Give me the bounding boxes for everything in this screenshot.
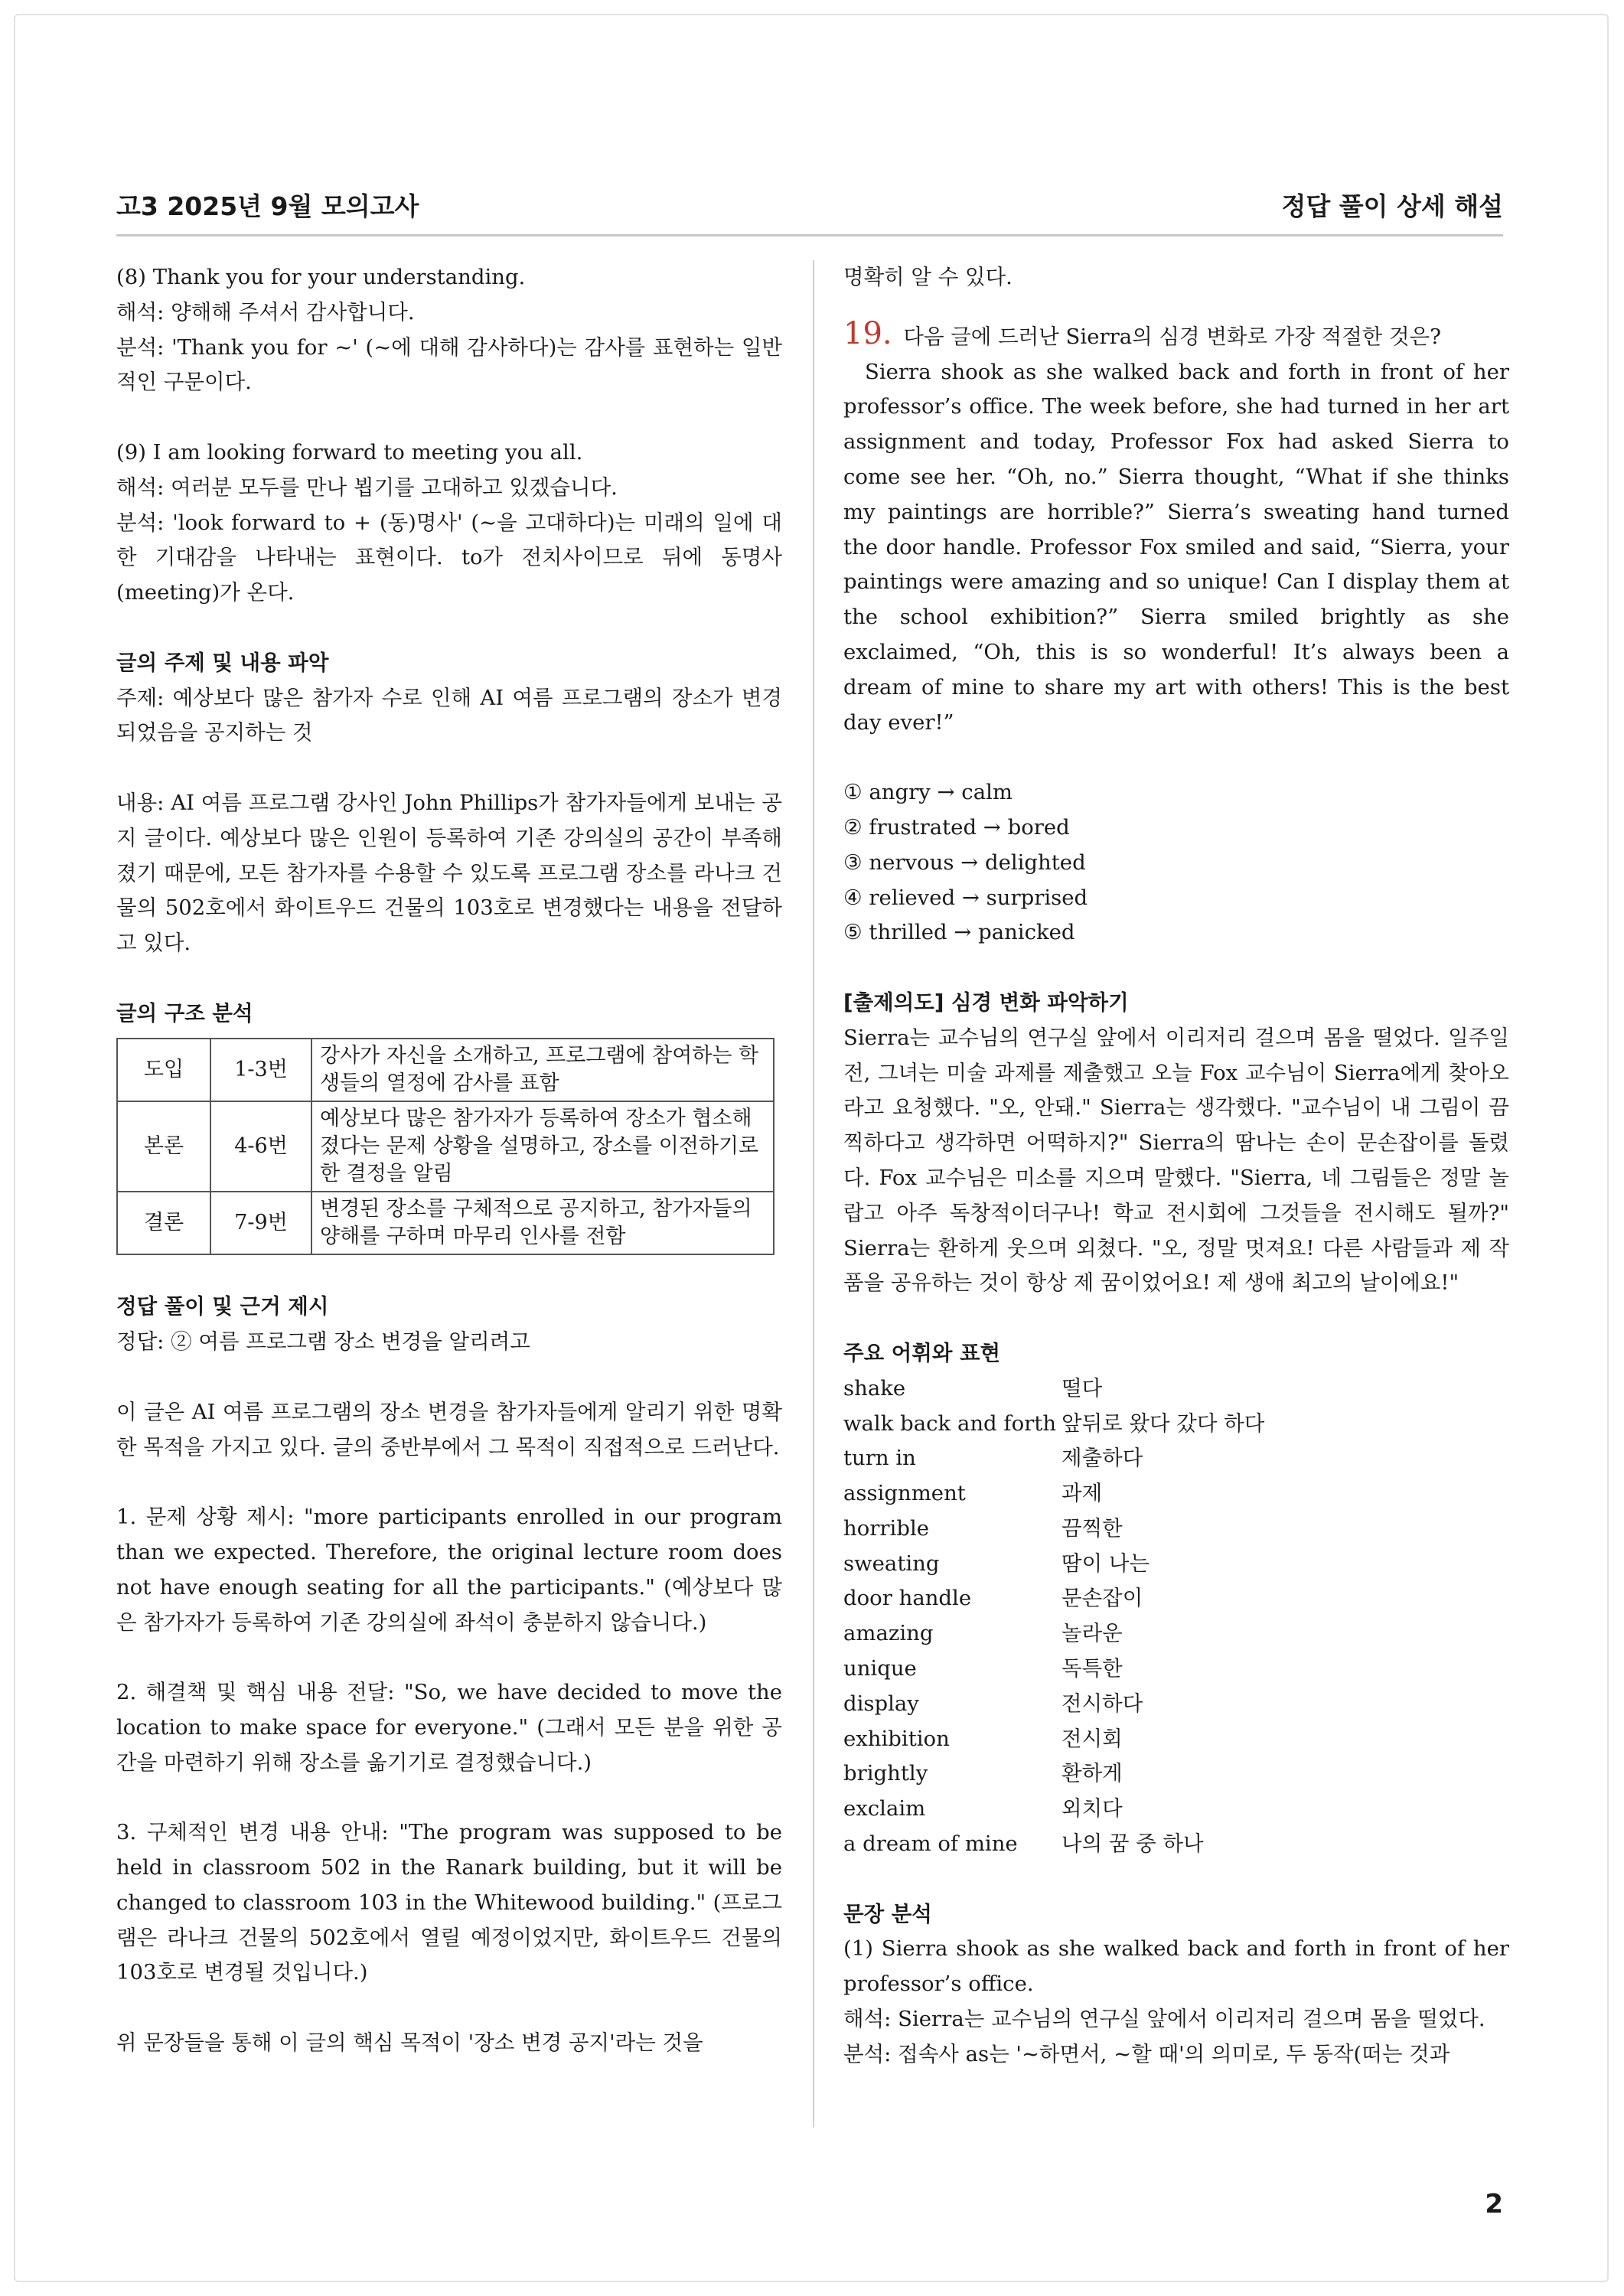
question-number: 19.: [843, 315, 892, 351]
vocab-ko: 땀이 나는: [1061, 1551, 1150, 1576]
vocab-en: assignment: [843, 1481, 966, 1506]
structure-table: [116, 1038, 774, 1255]
question-19: [843, 317, 1509, 355]
vocab-list: [843, 1371, 1509, 1862]
structure-section-title: 글의 구조 분석: [116, 1000, 253, 1026]
table-cell-part: 도입: [117, 1039, 210, 1101]
vocab-ko: 독특한: [1061, 1656, 1123, 1681]
vocab-en: door handle: [843, 1586, 972, 1611]
vocab-en: sweating: [843, 1551, 940, 1576]
option-4[interactable]: ④ relieved → surprised: [843, 885, 1088, 910]
list-item: [843, 1792, 1509, 1827]
intent-translation: Sierra는 교수님의 연구실 앞에서 이리저리 걸으며 몸을 떨었다. 일주일 전, 그녀는 미술 과제를 제출했고 오늘 Fox 교수님이 Sierra에게 찾아오라고 요청했다. "오, 안돼." Sierra는 생각했다. "교수님이 내 그림이 끔찍하다고 생각하면 어떡하지?" Sierra의 땀나는 손이 문손잡이를 돌렸다. Fox 교수님은 미소를 지으며 말했다. "Sierra, 네 그림들은 정말 놀랍고 아주 독창적이더구나! 학교 전시회에 그것들을 전시해도 될까?" Sierra는 환하게 웃으며 외쳤다. "오, 정말 멋져요! 다른 사람들과 제 작품을 공유하는 것이 항상 제 꿈이었어요! 제 생애 최고의 날이에요!": [843, 1025, 1509, 1296]
sentence-1-translation: 해석: Sierra는 교수님의 연구실 앞에서 이리저리 걸으며 몸을 떨었다.: [843, 2007, 1485, 2032]
list-item: [843, 1547, 1509, 1582]
page-header: [116, 187, 1503, 236]
list-item: [843, 1581, 1509, 1616]
right-column: [843, 260, 1509, 2073]
list-item: [843, 1441, 1509, 1476]
vocab-en: display: [843, 1691, 919, 1716]
continued-text: 명확히 알 수 있다.: [843, 265, 1013, 289]
table-cell-desc: 예상보다 많은 참가자가 등록하여 장소가 협소해졌다는 문제 상황을 설명하고, 장소를 이전하기로 한 결정을 알림: [311, 1101, 774, 1192]
answer-point-3: 3. 구체적인 변경 내용 안내: "The program was supposed to be held in classroom 502 in the Ranark building, but it will be changed to classroom 103 in the Whitewood building." (프로그램은 라나크 건물의 502호에서 열릴 예정이었지만, 화이트우드 건물의 103호로 변경될 것입니다.): [116, 1820, 782, 1985]
theme-section-title: 글의 주제 및 내용 파악: [116, 650, 329, 675]
table-cell-range: 4-6번: [210, 1101, 311, 1192]
table-row: [117, 1101, 774, 1192]
answer-conclusion: 위 문장들을 통해 이 글의 핵심 목적이 '장소 변경 공지'라는 것을: [116, 2030, 703, 2056]
sentence-9-english: (9) I am looking forward to meeting you all.: [116, 439, 583, 465]
table-cell-desc: 강사가 자신을 소개하고, 프로그램에 참여하는 학생들의 열정에 감사를 표함: [311, 1039, 774, 1101]
left-column: [116, 260, 782, 2061]
answer-text: 정답: ② 여름 프로그램 장소 변경을 알리려고: [116, 1329, 530, 1355]
vocab-ko: 전시회: [1061, 1726, 1123, 1751]
theme-content: 내용: AI 여름 프로그램 강사인 John Phillips가 참가자들에게 보내는 공지 글이다. 예상보다 많은 인원이 등록하여 기존 강의실의 공간이 부족해졌기 때문에, 모든 참가자를 수용할 수 있도록 프로그램 장소를 라나크 건물의 502호에서 화이트우드 건물의 103호로 변경했다는 내용을 전달하고 있다.: [116, 790, 782, 956]
list-item: [843, 1756, 1509, 1792]
question-passage: Sierra shook as she walked back and forth in front of her professor’s office. The week before, she had turned in her art assignment and today, Professor Fox had asked Sierra to come see her. “Oh, no.” Sierra thought, “What if she thinks my paintings are horrible?” Sierra’s sweating hand turned the door handle. Professor Fox smiled and said, “Sierra, your paintings were amazing and so unique! Can I display them at the school exhibition?” Sierra smiled brightly as she exclaimed, “Oh, this is so wonderful! It’s always been a dream of mine to share my art with others! This is the best day ever!”: [843, 359, 1509, 735]
answer-intro: 이 글은 AI 여름 프로그램의 장소 변경을 참가자들에게 알리기 위한 명확한 목적을 가지고 있다. 글의 중반부에서 그 목적이 직접적으로 드러난다.: [116, 1399, 782, 1459]
list-item: [843, 1687, 1509, 1722]
sentence-9-translation: 해석: 여러분 모두를 만나 뵙기를 고대하고 있겠습니다.: [116, 475, 618, 500]
vocab-ko: 끔찍한: [1061, 1515, 1123, 1541]
sentence-8-analysis: 분석: 'Thank you for ~' (~에 대해 감사하다)는 감사를 표현하는 일반적인 구문이다.: [116, 334, 782, 395]
vocab-en: shake: [843, 1375, 906, 1401]
vocab-ko: 전시하다: [1061, 1691, 1143, 1716]
vocab-en: horrible: [843, 1515, 930, 1541]
list-item: [843, 1722, 1509, 1757]
vocab-ko: 환하게: [1061, 1761, 1123, 1786]
vocab-ko: 과제: [1061, 1481, 1103, 1506]
header-title: 고3 2025년 9월 모의고사: [116, 191, 419, 221]
question-prompt: 다음 글에 드러난 Sierra의 심경 변화로 가장 적절한 것은?: [903, 324, 1441, 349]
vocab-en: walk back and forth: [843, 1411, 1057, 1436]
table-row: [117, 1039, 774, 1101]
table-cell-range: 7-9번: [210, 1192, 311, 1254]
vocab-en: exhibition: [843, 1726, 950, 1751]
sentence-1-english: (1) Sierra shook as she walked back and forth in front of her professor’s office.: [843, 1936, 1509, 1997]
vocab-ko: 앞뒤로 왔다 갔다 하다: [1061, 1411, 1265, 1436]
sentence-1-analysis: 분석: 접속사 as는 '~하면서, ~할 때'의 의미로, 두 동작(떠는 것과: [843, 2041, 1450, 2066]
list-item: [843, 1512, 1509, 1547]
vocab-en: brightly: [843, 1761, 928, 1786]
option-5[interactable]: ⑤ thrilled → panicked: [843, 920, 1075, 945]
vocab-ko: 나의 꿈 중 하나: [1061, 1831, 1204, 1857]
option-2[interactable]: ② frustrated → bored: [843, 814, 1070, 840]
table-row: [117, 1192, 774, 1254]
table-cell-desc: 변경된 장소를 구체적으로 공지하고, 참가자들의 양해를 구하며 마무리 인사를 전함: [311, 1192, 774, 1254]
answer-section-title: 정답 풀이 및 근거 제시: [116, 1294, 329, 1319]
list-item: [843, 1616, 1509, 1652]
vocab-en: amazing: [843, 1621, 934, 1646]
list-item: [843, 1476, 1509, 1512]
answer-point-2: 2. 해결책 및 핵심 내용 전달: "So, we have decided to move the location to make space for everyone." (그래서 모든 분을 위한 공간을 마련하기 위해 장소를 옮기기로 결정했습니다.): [116, 1680, 782, 1775]
list-item: [843, 1371, 1509, 1407]
table-cell-range: 1-3번: [210, 1039, 311, 1101]
theme-topic: 주제: 예상보다 많은 참가자 수로 인해 AI 여름 프로그램의 장소가 변경되었음을 공지하는 것: [116, 685, 782, 745]
sentence-8-translation: 해석: 양해해 주셔서 감사합니다.: [116, 299, 415, 325]
sentence-9-analysis: 분석: 'look forward to + (동)명사' (~을 고대하다)는 미래의 일에 대한 기대감을 나타내는 표현이다. to가 전치사이므로 뒤에 동명사(meeting)가 온다.: [116, 510, 782, 605]
vocab-ko: 제출하다: [1061, 1446, 1143, 1471]
vocab-en: unique: [843, 1656, 917, 1681]
sentence-8-english: (8) Thank you for your understanding.: [116, 265, 526, 289]
column-divider: [813, 260, 814, 2128]
vocab-en: exclaim: [843, 1796, 926, 1821]
vocab-ko: 떨다: [1061, 1375, 1103, 1401]
table-cell-part: 결론: [117, 1192, 210, 1254]
vocab-section-title: 주요 어휘와 표현: [843, 1340, 1001, 1365]
header-subtitle: 정답 풀이 상세 해설: [1281, 191, 1503, 221]
option-1[interactable]: ① angry → calm: [843, 780, 1013, 805]
vocab-ko: 문손잡이: [1061, 1586, 1143, 1611]
list-item: [843, 1407, 1509, 1442]
vocab-en: turn in: [843, 1446, 916, 1471]
page-number: 2: [1485, 2189, 1503, 2219]
sentence-section-title: 문장 분석: [843, 1901, 932, 1926]
answer-point-1: 1. 문제 상황 제시: "more participants enrolled in our program than we expected. Therefore, the original lecture room does not have enough seating for all the participants." (예상보다 많은 참가자가 등록하여 기존 강의실에 좌석이 충분하지 않습니다.): [116, 1505, 782, 1635]
table-cell-part: 본론: [117, 1101, 210, 1192]
vocab-en: a dream of mine: [843, 1831, 1018, 1857]
vocab-ko: 외치다: [1061, 1796, 1123, 1821]
list-item: [843, 1827, 1509, 1862]
intent-section-title: [출제의도] 심경 변화 파악하기: [843, 990, 1129, 1015]
vocab-ko: 놀라운: [1061, 1621, 1123, 1646]
option-3[interactable]: ③ nervous → delighted: [843, 850, 1086, 875]
list-item: [843, 1652, 1509, 1687]
